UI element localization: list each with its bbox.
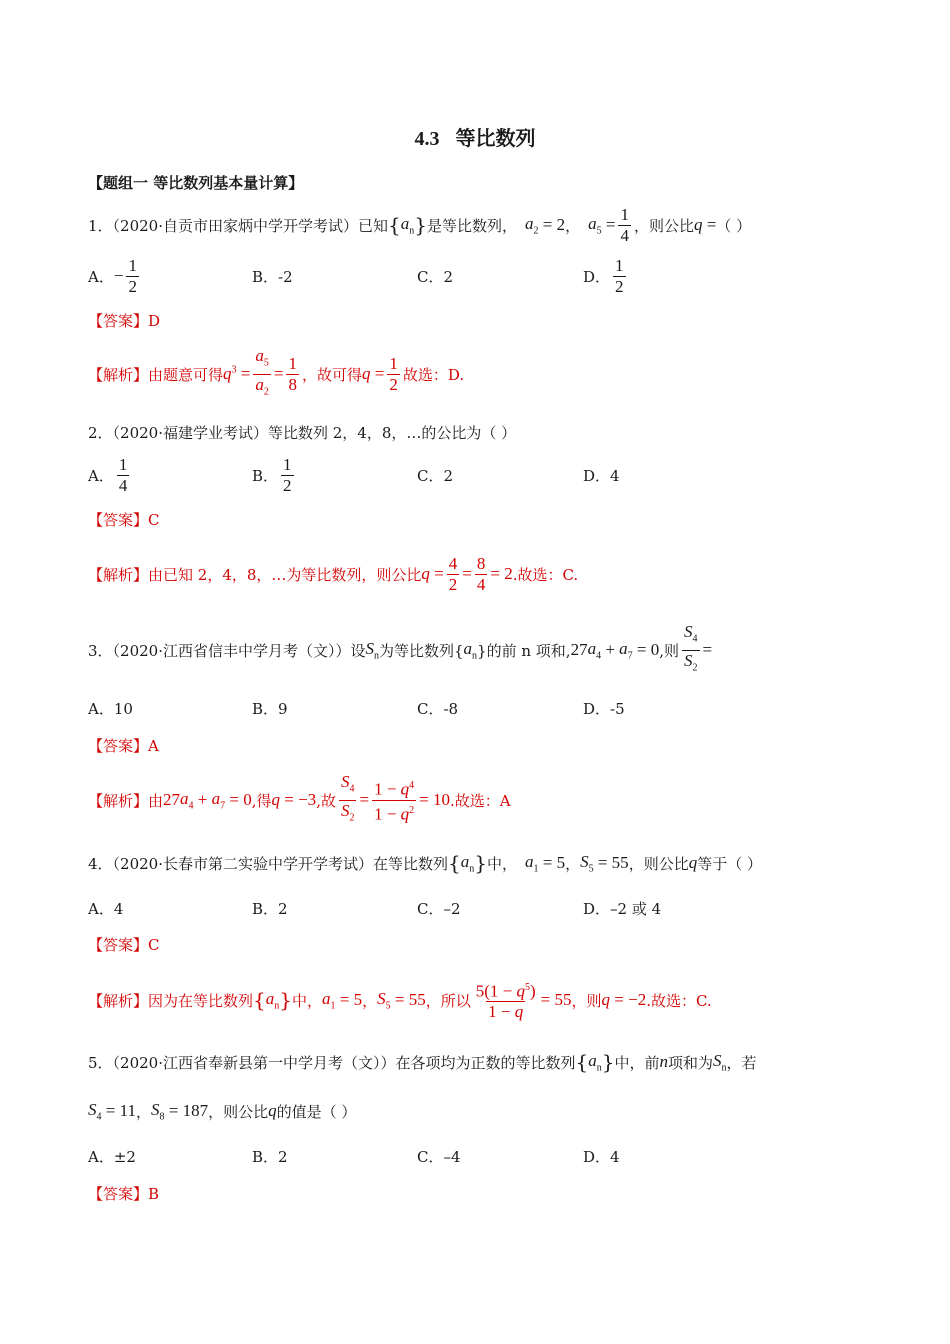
question-5-stem-cont: $S_4$ = 11 ， $S_8$ = 187 ，则公比 q 的值是（ ） xyxy=(88,1099,357,1123)
question-2-stem: 2．（2020·福建学业考试）等比数列 2，4，8，…的公比为（ ） xyxy=(88,424,517,442)
q5-answer: 【答案】 B xyxy=(88,1184,160,1203)
q3-option-c[interactable]: C．-8 xyxy=(417,700,459,718)
q5-option-b[interactable]: B．2 xyxy=(252,1148,288,1166)
q4-answer: 【答案】 C xyxy=(88,935,160,954)
q2-option-c[interactable]: C．2 xyxy=(417,467,454,485)
q2-answer: 【答案】 C xyxy=(88,510,160,529)
group-heading: 【题组一 等比数列基本量计算】 xyxy=(88,174,304,192)
q2-option-a[interactable]: A． $\frac{1}{4}$ xyxy=(88,454,128,495)
q5-option-d[interactable]: D．4 xyxy=(583,1148,620,1166)
q2-analysis: 【解析】 由已知 2，4，8，…为等比数列，则公比 q = $\frac{4}{2}$ = $\frac{8}{4}$ = 2 .故选：C. xyxy=(88,553,579,594)
q5-option-c[interactable]: C．–4 xyxy=(417,1148,461,1166)
section-title: 等比数列 xyxy=(455,126,536,150)
question-1-stem: 1．（2020·自贡市田家炳中学开学考试）已知 { $a_n$ } 是等比数列， $a_2$ = 2 ， $a_5$ = $\frac{1}{4}$ ，则公比 q = （ ） xyxy=(88,204,752,245)
q4-option-d[interactable]: D．–2 或 4 xyxy=(583,900,662,918)
q1-option-c[interactable]: C．2 xyxy=(417,268,454,286)
section-number: 4.3 xyxy=(414,128,440,150)
page-title xyxy=(0,122,950,151)
q4-option-b[interactable]: B．2 xyxy=(252,900,288,918)
question-5-stem: 5．（2020·江西省奉新县第一中学月考（文））在各项均为正数的等比数列 { $a_n$ } 中，前 n 项和为 $S_n$ ，若 xyxy=(88,1050,757,1074)
q2-option-d[interactable]: D．4 xyxy=(583,467,620,485)
q4-option-a[interactable]: A．4 xyxy=(88,900,124,918)
q1-option-b[interactable]: B．-2 xyxy=(252,268,293,286)
q1-analysis: 【解析】 由题意可得 $q^3$ = $\frac{a_5}{a_2}$ = $\frac{1}{8}$ ，故可得 q = $\frac{1}{2}$ 故选：D. xyxy=(88,350,464,398)
q3-option-d[interactable]: D．-5 xyxy=(583,700,625,718)
q3-option-b[interactable]: B．9 xyxy=(252,700,288,718)
question-3-stem: 3．（2020·江西省信丰中学月考（文））设 $S_n$ 为等比数列{ $a_n$ }的前 n 项和, 27 $a_4$ + $a_7$ = 0 ,则 $\frac{S_4}{S_2}$ = xyxy=(88,625,712,675)
q1-answer: 【答案】 D xyxy=(88,311,161,330)
q1-option-d[interactable]: D． $\frac{1}{2}$ xyxy=(583,255,624,296)
q5-option-a[interactable]: A．±2 xyxy=(88,1148,136,1166)
q4-option-c[interactable]: C．–2 xyxy=(417,900,461,918)
q4-analysis: 【解析】 因为在等比数列 { $a_n$ } 中， $a_1$ = 5 ， $S_5$ = 55 ，所以 $\frac{5(1 - q^5)}{1 - q}$ = 55 ，则 q = −2 .故选：C. xyxy=(88,981,712,1022)
q3-answer: 【答案】 A xyxy=(88,736,159,755)
q3-option-a[interactable]: A．10 xyxy=(88,700,133,718)
q1-option-a[interactable]: A． − $\frac{1}{2}$ xyxy=(88,255,137,296)
q3-analysis: 【解析】 由 27 $a_4$ + $a_7$ = 0 ,得 q = −3 ,故 $\frac{S_4}{S_2}$ = $\frac{1 - q^4}{1 - q^2}$ = 10 .故选：A xyxy=(88,775,511,825)
q2-option-b[interactable]: B． $\frac{1}{2}$ xyxy=(252,454,292,495)
question-4-stem: 4．（2020·长春市第二实验中学开学考试）在等比数列 { $a_n$ } 中， $a_1$ = 5 ， $S_5$ = 55 ，则公比 q 等于（ ） xyxy=(88,851,762,875)
